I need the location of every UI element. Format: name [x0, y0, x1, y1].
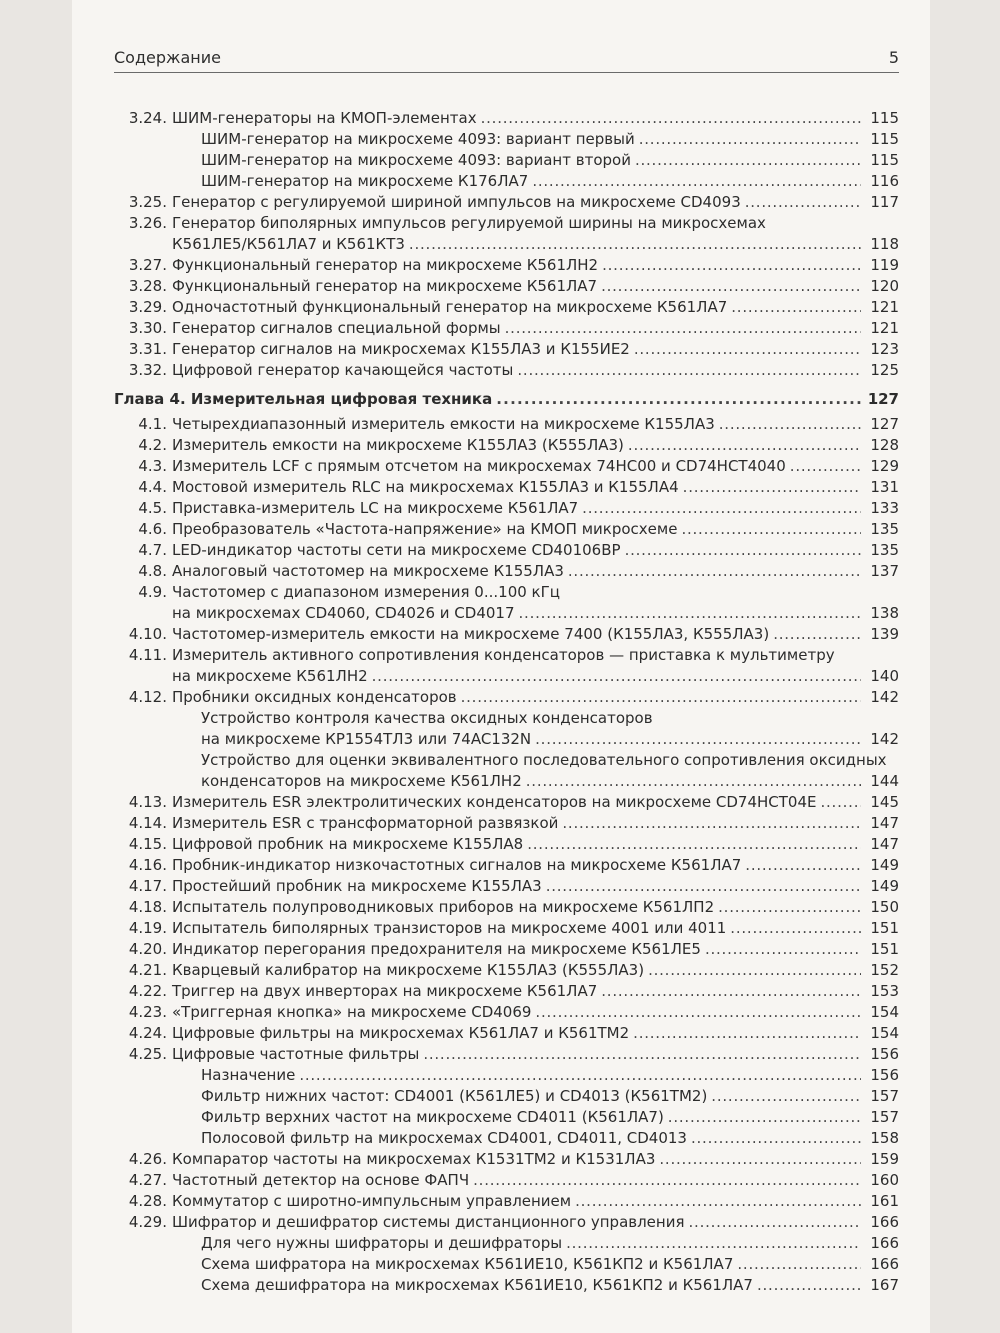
toc-entry-title: «Триггерная кнопка» на микросхеме CD4069 — [172, 1003, 532, 1021]
dot-leader — [526, 771, 861, 792]
dot-leader — [601, 276, 861, 297]
dot-leader — [299, 1065, 861, 1086]
toc-entry-page: 157 — [870, 1087, 899, 1105]
toc-entry-title: Коммутатор с широтно-импульсным управлением — [172, 1192, 572, 1210]
toc-entry-page: 119 — [870, 256, 899, 274]
dot-leader — [535, 729, 861, 750]
toc-entry-title: Цифровой пробник на микросхеме К155ЛА8 — [172, 835, 524, 853]
toc-entry-title: Измеритель LCF с прямым отсчетом на микросхемах 74HC00 и CD74HCT4040 — [172, 457, 786, 475]
toc-entry — [114, 1044, 899, 1065]
toc-entry-page: 157 — [870, 1108, 899, 1126]
toc-entry-title-line: Устройство для оценки эквивалентного последовательного сопротивления оксидных — [201, 751, 887, 769]
toc-entry-title: Приставка-измеритель LC на микросхеме К561ЛА7 — [172, 499, 579, 517]
dot-leader — [546, 876, 861, 897]
dot-leader — [566, 1233, 861, 1254]
toc-entry-page: 147 — [870, 814, 899, 832]
dot-leader — [628, 435, 861, 456]
toc-entry-title: конденсаторов на микросхеме К561ЛН2 — [201, 772, 522, 790]
toc-entry-number: 4.9. — [138, 583, 167, 601]
toc-entry-number — [114, 1254, 172, 1275]
dot-leader — [409, 234, 861, 255]
toc-subentry — [114, 1065, 899, 1086]
toc-entry-page: 128 — [870, 436, 899, 454]
toc-entry-number: 4.27. — [128, 1171, 167, 1189]
toc-entry-title: Цифровой генератор качающейся частоты — [172, 361, 514, 379]
dot-leader — [691, 1128, 861, 1149]
toc-entry-title: Фильтр нижних частот: CD4001 (К561ЛЕ5) и CD4013 (К561ТМ2) — [201, 1087, 708, 1105]
dot-leader — [505, 318, 861, 339]
toc-entry — [114, 456, 899, 477]
dot-leader — [711, 1086, 861, 1107]
toc-entry-number: 4.22. — [128, 982, 167, 1000]
dot-leader — [648, 960, 861, 981]
toc-entry-title: Кварцевый калибратор на микросхеме К155ЛА3 (К555ЛА3) — [172, 961, 645, 979]
dot-leader — [423, 1044, 861, 1065]
toc-entry-number — [114, 708, 172, 750]
toc-entry-number: 4.28. — [128, 1192, 167, 1210]
dot-leader — [461, 687, 861, 708]
toc-entry-number: 4.21. — [128, 961, 167, 979]
toc-entry-number — [114, 171, 172, 192]
toc-entry-title: Цифровые фильтры на микросхемах К561ЛА7 и К561ТМ2 — [172, 1024, 630, 1042]
dot-leader — [668, 1107, 861, 1128]
toc-entry-page: 125 — [870, 361, 899, 379]
toc-entry — [114, 918, 899, 939]
toc-entry-page: 115 — [870, 151, 899, 169]
toc-entry-page: 154 — [870, 1003, 899, 1021]
toc-entry — [114, 477, 899, 498]
toc-entry — [114, 645, 899, 687]
toc-subentry — [114, 1107, 899, 1128]
toc-entry-number: 4.20. — [128, 940, 167, 958]
dot-leader — [634, 339, 861, 360]
toc-entry-number — [114, 1233, 172, 1254]
toc-entry-title: Аналоговый частотомер на микросхеме К155ЛА3 — [172, 562, 564, 580]
toc-entry — [114, 1023, 899, 1044]
toc-entry-number: 3.27. — [128, 256, 167, 274]
toc-entry-number: 4.14. — [128, 814, 167, 832]
toc-entry-page: 127 — [867, 390, 899, 408]
toc-entry-number: 4.12. — [128, 688, 167, 706]
toc-entry-page: 121 — [870, 298, 899, 316]
toc-entry-page: 139 — [870, 625, 899, 643]
toc-entry — [114, 561, 899, 582]
toc-entry-page: 131 — [870, 478, 899, 496]
toc-entry-title: Пробники оксидных конденсаторов — [172, 688, 457, 706]
toc-entry-number: 4.5. — [138, 499, 167, 517]
toc-entry-page: 127 — [870, 415, 899, 433]
toc-entry-number: 3.29. — [128, 298, 167, 316]
toc-entry-title: Простейший пробник на микросхеме К155ЛА3 — [172, 877, 542, 895]
toc-entry-title: Функциональный генератор на микросхеме К561ЛА7 — [172, 277, 598, 295]
toc-entry-title: на микросхемах CD4060, CD4026 и CD4017 — [172, 604, 515, 622]
toc-entry — [114, 276, 899, 297]
dot-leader — [773, 624, 861, 645]
toc-entry — [114, 192, 899, 213]
toc-entry — [114, 360, 899, 381]
toc-entry — [114, 1149, 899, 1170]
toc-entry-title: Функциональный генератор на микросхеме К561ЛН2 — [172, 256, 599, 274]
toc-entry-title: Схема шифратора на микросхемах К561ИЕ10, К561КП2 и К561ЛА7 — [201, 1255, 734, 1273]
toc-entry-title: Триггер на двух инверторах на микросхеме К561ЛА7 — [172, 982, 598, 1000]
dot-leader — [719, 414, 861, 435]
toc-entry-page: 118 — [870, 235, 899, 253]
toc-entry — [114, 498, 899, 519]
header-title: Содержание — [114, 48, 221, 67]
toc-entry-page: 151 — [870, 940, 899, 958]
toc-entry — [114, 855, 899, 876]
toc-entry-page: 147 — [870, 835, 899, 853]
toc-entry-page: 166 — [870, 1234, 899, 1252]
toc-entry — [114, 540, 899, 561]
header-page-number: 5 — [888, 48, 899, 67]
toc-entry-page: 154 — [870, 1024, 899, 1042]
toc-entry-title: Испытатель полупроводниковых приборов на микросхеме К561ЛП2 — [172, 898, 715, 916]
dot-leader — [745, 192, 861, 213]
toc-entry-title: ШИМ-генератор на микросхеме 4093: вариант второй — [201, 151, 631, 169]
toc-entry-page: 135 — [870, 520, 899, 538]
toc-entry — [114, 1212, 899, 1233]
dot-leader — [602, 255, 861, 276]
dot-leader — [681, 519, 861, 540]
dot-leader — [705, 939, 861, 960]
toc-entry — [114, 519, 899, 540]
dot-leader — [689, 1212, 862, 1233]
toc-entry-page: 138 — [870, 604, 899, 622]
toc-entry-title: Преобразователь «Частота-напряжение» на КМОП микросхеме — [172, 520, 678, 538]
dot-leader — [683, 477, 861, 498]
toc-entry-number: 3.28. — [128, 277, 167, 295]
toc-entry-page: 116 — [870, 172, 899, 190]
toc-entry — [114, 960, 899, 981]
toc-entry-page: 121 — [870, 319, 899, 337]
toc-entry-page: 145 — [870, 793, 899, 811]
toc-entry-number: 4.29. — [128, 1213, 167, 1231]
toc-entry-title: Четырехдиапазонный измеритель емкости на микросхеме К155ЛА3 — [172, 415, 715, 433]
toc-entry-number: 4.4. — [138, 478, 167, 496]
dot-leader — [731, 297, 861, 318]
toc-entry-number — [114, 1086, 172, 1107]
toc-entry-number: 4.6. — [138, 520, 167, 538]
toc-entry-title: Измеритель ESR электролитических конденсаторов на микросхеме CD74HCT04E — [172, 793, 817, 811]
toc-entry-title: Индикатор перегорания предохранителя на микросхеме К561ЛЕ5 — [172, 940, 701, 958]
toc-entry-title: Цифровые частотные фильтры — [172, 1045, 420, 1063]
toc-entry-title: Компаратор частоты на микросхемах К1531ТМ2 и К1531ЛА3 — [172, 1150, 656, 1168]
toc-entry-page: 123 — [870, 340, 899, 358]
dot-leader — [737, 1254, 861, 1275]
toc-entry-number: 4.8. — [138, 562, 167, 580]
toc-entry-title: Частотомер-измеритель емкости на микросхеме 7400 (К155ЛА3, К555ЛА3) — [172, 625, 770, 643]
toc-entry-title: на микросхеме КР1554ТЛ3 или 74AC132N — [201, 730, 532, 748]
toc-entry-number — [114, 1128, 172, 1149]
toc-entry-page: 149 — [870, 877, 899, 895]
toc-entry-page: 166 — [870, 1255, 899, 1273]
toc-entry-title: на микросхеме К561ЛН2 — [172, 667, 368, 685]
toc-entry-number: 4.1. — [138, 415, 167, 433]
toc-subentry — [114, 1275, 899, 1296]
toc-entry-title: Глава 4. Измерительная цифровая техника — [114, 390, 493, 408]
dot-leader — [639, 129, 861, 150]
toc-entry-page: 160 — [870, 1171, 899, 1189]
toc-entry — [114, 414, 899, 435]
toc-entry — [114, 1002, 899, 1023]
toc-entry-number: 4.24. — [128, 1024, 167, 1042]
toc-entry-page: 149 — [870, 856, 899, 874]
dot-leader — [659, 1149, 861, 1170]
table-of-contents — [114, 108, 899, 1296]
toc-entry — [114, 435, 899, 456]
dot-leader — [575, 1191, 861, 1212]
dot-leader — [730, 918, 861, 939]
toc-entry-page: 144 — [870, 772, 899, 790]
toc-entry-number: 4.18. — [128, 898, 167, 916]
toc-entry-page: 150 — [870, 898, 899, 916]
dot-leader — [568, 561, 861, 582]
dot-leader — [562, 813, 861, 834]
toc-entry — [114, 834, 899, 855]
dot-leader — [532, 171, 861, 192]
toc-entry — [114, 624, 899, 645]
toc-entry — [114, 1170, 899, 1191]
toc-subentry — [114, 129, 899, 150]
toc-entry — [114, 582, 899, 624]
toc-entry — [114, 339, 899, 360]
toc-entry-number: 4.23. — [128, 1003, 167, 1021]
toc-subentry — [114, 150, 899, 171]
dot-leader — [745, 855, 861, 876]
toc-entry-page: 120 — [870, 277, 899, 295]
toc-entry-page: 166 — [870, 1213, 899, 1231]
dot-leader — [635, 150, 861, 171]
toc-entry-number: 3.30. — [128, 319, 167, 337]
toc-entry-title: Генератор сигналов специальной формы — [172, 319, 501, 337]
toc-entry-page: 137 — [870, 562, 899, 580]
toc-entry-page: 142 — [870, 730, 899, 748]
toc-entry-number: 4.7. — [138, 541, 167, 559]
toc-subentry — [114, 1086, 899, 1107]
toc-chapter-heading — [114, 389, 899, 410]
toc-entry — [114, 297, 899, 318]
toc-entry-page: 133 — [870, 499, 899, 517]
toc-entry-page: 115 — [870, 130, 899, 148]
toc-entry — [114, 981, 899, 1002]
toc-entry-number: 4.26. — [128, 1150, 167, 1168]
toc-entry-number: 4.11. — [128, 646, 167, 664]
toc-entry-number: 4.15. — [128, 835, 167, 853]
toc-entry — [114, 213, 899, 255]
toc-entry — [114, 318, 899, 339]
toc-subentry — [114, 750, 899, 792]
toc-entry-title: Схема дешифратора на микросхемах К561ИЕ10, К561КП2 и К561ЛА7 — [201, 1276, 753, 1294]
toc-entry-title: Пробник-индикатор низкочастотных сигналов на микросхеме К561ЛА7 — [172, 856, 742, 874]
toc-entry-page: 135 — [870, 541, 899, 559]
toc-entry-number: 4.2. — [138, 436, 167, 454]
toc-entry-number: 4.13. — [128, 793, 167, 811]
dot-leader — [372, 666, 861, 687]
toc-entry-number: 4.17. — [128, 877, 167, 895]
dot-leader — [473, 1170, 861, 1191]
toc-entry-title-line: Устройство контроля качества оксидных конденсаторов — [201, 709, 653, 727]
toc-entry-page: 142 — [870, 688, 899, 706]
toc-entry-title: ШИМ-генератор на микросхеме К176ЛА7 — [201, 172, 529, 190]
toc-entry-title-line: Частотомер с диапазоном измерения 0...100 кГц — [172, 583, 560, 601]
dot-leader — [820, 792, 861, 813]
toc-entry — [114, 876, 899, 897]
toc-entry-title: Фильтр верхних частот на микросхеме CD4011 (К561ЛА7) — [201, 1108, 664, 1126]
dot-leader — [757, 1275, 861, 1296]
toc-entry-page: 115 — [870, 109, 899, 127]
toc-entry — [114, 897, 899, 918]
toc-entry-number — [114, 129, 172, 150]
toc-entry-number: 3.26. — [128, 214, 167, 232]
toc-entry-page: 117 — [870, 193, 899, 211]
toc-entry-title: ШИМ-генераторы на КМОП-элементах — [172, 109, 477, 127]
dot-leader — [535, 1002, 861, 1023]
toc-entry-title: LED-индикатор частоты сети на микросхеме CD40106BP — [172, 541, 621, 559]
toc-subentry — [114, 708, 899, 750]
dot-leader — [625, 540, 861, 561]
dot-leader — [527, 834, 861, 855]
toc-entry-page: 153 — [870, 982, 899, 1000]
toc-entry-number — [114, 1107, 172, 1128]
toc-entry-number: 4.19. — [128, 919, 167, 937]
toc-entry-title: Для чего нужны шифраторы и дешифраторы — [201, 1234, 563, 1252]
toc-entry-number: 3.31. — [128, 340, 167, 358]
toc-entry — [114, 255, 899, 276]
toc-subentry — [114, 1233, 899, 1254]
toc-entry-title: К561ЛЕ5/К561ЛА7 и К561КТ3 — [172, 235, 405, 253]
dot-leader — [517, 360, 861, 381]
toc-entry-page: 151 — [870, 919, 899, 937]
toc-entry-number: 4.16. — [128, 856, 167, 874]
dot-leader — [582, 498, 861, 519]
dot-leader — [519, 603, 861, 624]
toc-entry-title: Полосовой фильтр на микросхемах CD4001, CD4011, CD4013 — [201, 1129, 687, 1147]
toc-entry-page: 152 — [870, 961, 899, 979]
toc-entry-number: 3.25. — [128, 193, 167, 211]
toc-entry-title: Шифратор и дешифратор системы дистанционного управления — [172, 1213, 685, 1231]
toc-entry — [114, 687, 899, 708]
toc-entry-title: Испытатель биполярных транзисторов на микросхеме 4001 или 4011 — [172, 919, 727, 937]
toc-entry-page: 159 — [870, 1150, 899, 1168]
toc-entry-page: 158 — [870, 1129, 899, 1147]
toc-entry-page: 167 — [870, 1276, 899, 1294]
dot-leader — [481, 108, 861, 129]
toc-entry-title: Генератор сигналов на микросхемах К155ЛА3 и К155ИЕ2 — [172, 340, 630, 358]
toc-entry-number: 4.10. — [128, 625, 167, 643]
toc-entry — [114, 108, 899, 129]
toc-subentry — [114, 1128, 899, 1149]
toc-entry-number — [114, 150, 172, 171]
toc-entry — [114, 813, 899, 834]
toc-entry-title: Измеритель емкости на микросхеме К155ЛА3 (К555ЛА3) — [172, 436, 624, 454]
toc-entry-number — [114, 750, 172, 792]
toc-entry-number: 4.3. — [138, 457, 167, 475]
toc-entry — [114, 939, 899, 960]
dot-leader — [633, 1023, 861, 1044]
toc-subentry — [114, 171, 899, 192]
toc-entry-number — [114, 1065, 172, 1086]
toc-subentry — [114, 1254, 899, 1275]
dot-leader — [496, 389, 861, 410]
toc-entry-number: 3.24. — [128, 109, 167, 127]
toc-entry — [114, 792, 899, 813]
toc-entry-page: 156 — [870, 1066, 899, 1084]
toc-entry-title: Одночастотный функциональный генератор на микросхеме К561ЛА7 — [172, 298, 728, 316]
toc-entry-number: 4.25. — [128, 1045, 167, 1063]
dot-leader — [601, 981, 861, 1002]
toc-entry-number — [114, 1275, 172, 1296]
toc-entry-title-line: Измеритель активного сопротивления конденсаторов — приставка к мультиметру — [172, 646, 835, 664]
toc-entry-number: 3.32. — [128, 361, 167, 379]
toc-entry-page: 140 — [870, 667, 899, 685]
toc-entry-title: Генератор с регулируемой шириной импульсов на микросхеме CD4093 — [172, 193, 741, 211]
toc-entry-title-line: Генератор биполярных импульсов регулируемой ширины на микросхемах — [172, 214, 766, 232]
running-header — [114, 46, 899, 73]
dot-leader — [718, 897, 861, 918]
dot-leader — [790, 456, 861, 477]
toc-entry-page: 161 — [870, 1192, 899, 1210]
toc-entry — [114, 1191, 899, 1212]
toc-entry-title: Назначение — [201, 1066, 296, 1084]
toc-entry-title: ШИМ-генератор на микросхеме 4093: вариант первый — [201, 130, 635, 148]
toc-entry-page: 156 — [870, 1045, 899, 1063]
toc-entry-title: Мостовой измеритель RLC на микросхемах К155ЛА3 и К155ЛА4 — [172, 478, 679, 496]
toc-entry-title: Измеритель ESR с трансформаторной развязкой — [172, 814, 559, 832]
toc-entry-title: Частотный детектор на основе ФАПЧ — [172, 1171, 470, 1189]
toc-entry-page: 129 — [870, 457, 899, 475]
